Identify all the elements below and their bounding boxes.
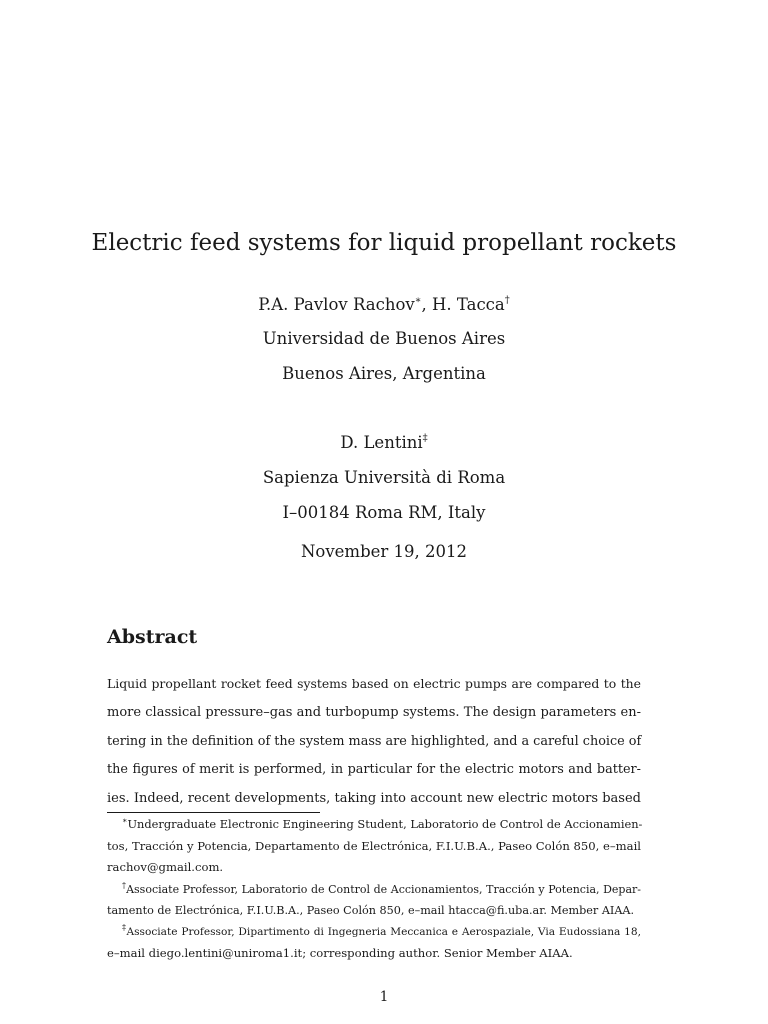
footnote-mark: †	[122, 880, 127, 890]
paper-date: November 19, 2012	[300, 542, 468, 561]
abstract-body	[107, 670, 641, 814]
footnote-line: e–mail diego.lentini@uniroma1.it; corresponding author. Senior Member AIAA.	[107, 946, 573, 960]
author-name: P.A. Pavlov Rachov	[258, 295, 415, 314]
abstract-line: tering in the definition of the system mass are highlighted, and a careful choice of	[107, 733, 642, 749]
footnote-line: tos, Tracción y Potencia, Departamento de Electrónica, F.I.U.B.A., Paseo Colón 850, e–mail	[107, 838, 641, 853]
affiliation-1: Universidad de Buenos Aires	[262, 329, 506, 348]
footnote-line: rachov@gmail.com.	[107, 860, 224, 874]
footnote-line	[107, 814, 641, 836]
paper-title: Electric feed systems for liquid propellant rockets	[91, 230, 677, 256]
footnote-text: Undergraduate Electronic Engineering Student, Laboratorio de Control de Accionamien-	[127, 817, 643, 831]
location-1: Buenos Aires, Argentina	[282, 364, 486, 383]
abstract-line: ies. Indeed, recent developments, taking into account new electric motors based	[107, 791, 641, 807]
abstract-line: the figures of merit is performed, in particular for the electric motors and batter-	[107, 762, 641, 778]
author-name: H. Tacca	[432, 295, 505, 314]
page-number: 1	[379, 989, 389, 1005]
footnote-line: tamento de Electrónica, F.I.U.B.A., Paseo Colón 850, e–mail htacca@fi.uba.ar. Member AIAA.	[107, 904, 635, 917]
footnote-text: Associate Professor, Laboratorio de Control de Accionamientos, Tracción y Potencia, Depar-	[126, 882, 642, 896]
affiliation-2: Sapienza Università di Roma	[262, 468, 506, 487]
footnotes	[107, 814, 641, 965]
footnote-line	[107, 879, 641, 901]
footnote-mark: ∗	[414, 295, 422, 306]
footnote-line	[107, 922, 641, 944]
abstract-heading: Abstract	[107, 626, 198, 648]
footnote-rule	[107, 812, 320, 813]
footnote-mark: †	[504, 295, 510, 306]
footnote-mark: ‡	[122, 922, 127, 932]
abstract-line: Liquid propellant rocket feed systems based on electric pumps are compared to the	[107, 676, 641, 691]
footnote-text: Associate Professor, Dipartimento di Ingegneria Meccanica e Aerospaziale, Via Eudossiana 18,	[126, 925, 642, 938]
author-separator: ,	[421, 295, 432, 314]
footnote-mark: ∗	[122, 816, 128, 825]
abstract-line: more classical pressure–gas and turbopump systems. The design parameters en-	[107, 704, 641, 720]
author-line-2	[0, 432, 768, 454]
footnote-mark: ‡	[422, 433, 428, 444]
location-2: I–00184 Roma RM, Italy	[282, 503, 486, 522]
author-line-1	[0, 294, 768, 316]
author-name: D. Lentini	[340, 433, 423, 452]
